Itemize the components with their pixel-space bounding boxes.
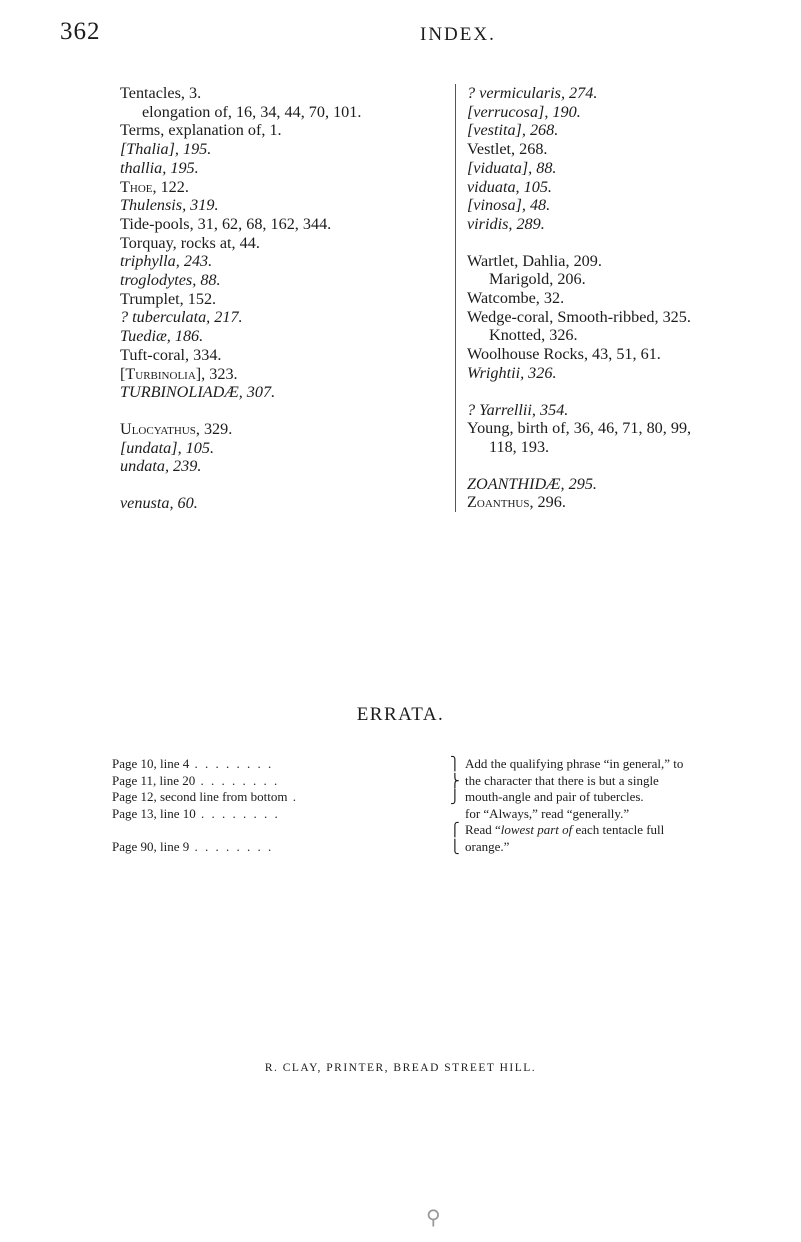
index-gap — [467, 383, 793, 401]
index-entry: Wedge-coral, Smooth-ribbed, 325. — [467, 307, 691, 326]
errata-correction-line: Add the qualifying phrase “in general,” to — [465, 756, 684, 771]
index-entry: Terms, explanation of, 1. — [120, 121, 282, 140]
index-entry: Tuediæ, 186. — [120, 327, 204, 346]
index-entry: viduata, 105. — [467, 177, 552, 196]
index-entry: Watcombe, 32. — [467, 289, 565, 308]
errata-correction-line: the character that there is but a single — [465, 772, 659, 788]
index-entry: Wartlet, Dahlia, 209. — [467, 251, 602, 270]
index-gap — [120, 476, 450, 494]
index-entry: 118, 193. — [489, 437, 550, 456]
errata-leader-dots: . — [287, 789, 298, 805]
scan-mark-icon: ⚲ — [426, 1207, 441, 1229]
errata-title: ERRATA. — [356, 704, 445, 725]
index-entry: Woolhouse Rocks, 43, 51, 61. — [467, 345, 661, 364]
running-title: INDEX. — [420, 24, 496, 45]
index-entry: Tentacles, 3. — [120, 84, 202, 102]
index-entry: [vinosa], 48. — [467, 196, 551, 215]
errata-correction-line: mouth-angle and pair of tubercles. — [465, 789, 644, 805]
index-gap — [467, 457, 793, 475]
errata-leader-dots: . . . . . . . . — [195, 772, 280, 788]
index-entry: [viduata], 88. — [467, 158, 557, 177]
index-entry: venusta, 60. — [120, 494, 198, 513]
index-entry: Wrightii, 326. — [467, 363, 557, 382]
errata-ref-text: Page 13, line 10 — [112, 805, 196, 821]
index-column-right — [467, 84, 793, 512]
index-entry: Torquay, rocks at, 44. — [120, 233, 260, 252]
index-entry: Trumplet, 152. — [120, 289, 217, 308]
errata-reference — [112, 839, 457, 856]
errata-references — [112, 756, 457, 856]
index-entry: Young, birth of, 36, 46, 71, 80, 99, — [467, 419, 692, 438]
index-entry: ? tuberculata, 217. — [120, 308, 243, 327]
index-entry: Tide-pools, 31, 62, 68, 162, 344. — [120, 214, 332, 233]
errata-ref-text: Page 12, second line from bottom — [112, 789, 288, 805]
index-entry: viridis, 289. — [467, 214, 545, 233]
index-entry: [undata], 105. — [120, 438, 214, 457]
errata-ref-text: Page 10, line 4 — [112, 756, 190, 771]
errata-ref-text: Page 90, line 9 — [112, 838, 190, 854]
errata-correction-line: for “Always,” read “generally.” — [465, 805, 630, 821]
index-entry: [Thalia], 195. — [120, 140, 212, 159]
index-entry: ZOANTHIDÆ, 295. — [467, 474, 597, 493]
errata-correction-line: Read “lowest part of each tentacle full — [465, 822, 665, 838]
errata-leader-dots: . . . . . . . . — [189, 838, 274, 854]
index-entry: Thulensis, 319. — [120, 196, 219, 215]
index-entry: Marigold, 206. — [489, 270, 586, 289]
printer-imprint: R. CLAY, PRINTER, BREAD STREET HILL. — [264, 1062, 537, 1074]
errata-reference — [112, 822, 457, 839]
errata-reference — [112, 756, 457, 773]
errata-reference — [112, 773, 457, 790]
index-entry: ? vermicularis, 274. — [467, 84, 598, 102]
index-entry: Vestlet, 268. — [467, 140, 548, 159]
index-entry: Thoe, 122. — [120, 177, 189, 196]
errata-correction-line: orange.” — [465, 838, 510, 854]
errata-ref-text: Page 11, line 20 — [112, 772, 196, 788]
index-entry: undata, 239. — [120, 457, 202, 476]
index-entry: triphylla, 243. — [120, 252, 213, 271]
index-gap — [467, 234, 793, 252]
errata-reference — [112, 806, 457, 823]
index-entry: [verrucosa], 190. — [467, 102, 581, 121]
column-divider — [455, 84, 456, 512]
index-entry: [Turbinolia], 323. — [120, 364, 238, 383]
errata-reference — [112, 789, 457, 806]
index-gap — [120, 402, 450, 420]
index-entry: ? Yarrellii, 354. — [467, 400, 569, 419]
index-entry: troglodytes, 88. — [120, 271, 221, 290]
index-entry: TURBINOLIADÆ, 307. — [120, 383, 276, 402]
index-entry: Tuft-coral, 334. — [120, 345, 222, 364]
index-entry: Ulocyathus, 329. — [120, 419, 233, 438]
index-entry: thallia, 195. — [120, 158, 199, 177]
errata-leader-dots: . . . . . . . . — [189, 756, 274, 771]
page-number: 362 — [60, 18, 101, 45]
errata-brace: ⎫ ⎬ ⎭ ⎧ ⎩ — [450, 756, 460, 854]
index-entry: Zoanthus, 296. — [467, 493, 566, 512]
errata-leader-dots: . . . . . . . . — [195, 805, 280, 821]
index-entry: Knotted, 326. — [489, 326, 578, 345]
index-entry: elongation of, 16, 34, 44, 70, 101. — [142, 102, 362, 121]
page-header — [0, 14, 801, 54]
index-entry: [vestita], 268. — [467, 121, 559, 140]
index-column-left — [120, 84, 450, 513]
errata-corrections — [465, 756, 765, 856]
